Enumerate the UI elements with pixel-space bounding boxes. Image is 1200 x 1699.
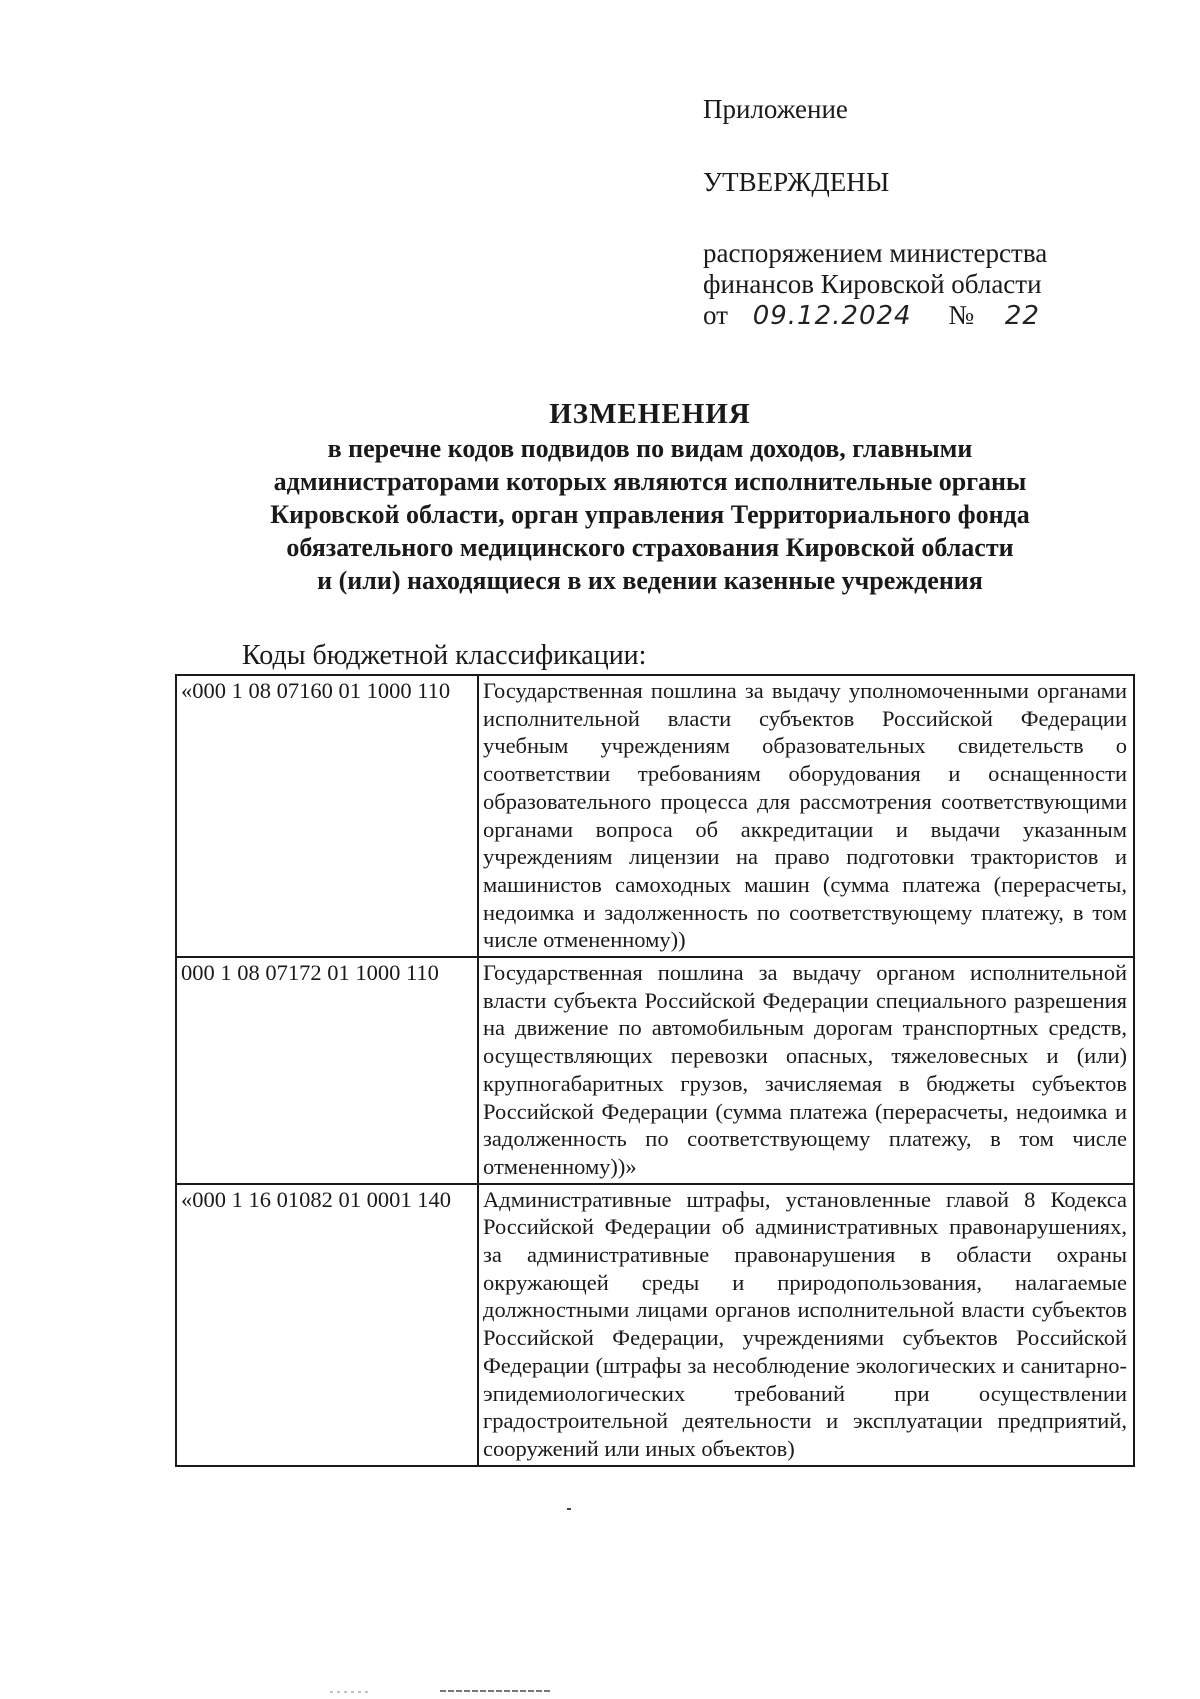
number-label: № <box>948 300 975 330</box>
date-number-row <box>703 300 1047 332</box>
code-cell: 000 1 08 07172 01 1000 110 <box>176 957 478 1184</box>
title-line-4: обязательного медицинского страхования Кировской области <box>286 533 1014 562</box>
scan-artifact <box>330 1689 630 1694</box>
appendix-label: Приложение <box>703 94 848 124</box>
approval-block <box>703 94 1047 332</box>
code-cell: «000 1 08 07160 01 1000 110 <box>176 675 478 957</box>
order-line-1: распоряжением министерства <box>703 238 1048 268</box>
name-cell: Административные штрафы, установленные главой 8 Кодекса Российской Федерации об административных правонарушениях, за административные правонарушения в области охраны окружающей среды и природопользования, налагаемые должностными лицами органов исполнительной власти субъектов Российской Федерации, учреждениями субъектов Российской Федерации (штрафы за несоблюдение экологических и санитарно-эпидемиологических требований при осуществлении градостроительной деятельности и эксплуатации предприятий, сооружений или иных объектов) <box>478 1184 1134 1466</box>
table-row <box>176 1184 1134 1466</box>
handwritten-number: 22 <box>1004 301 1040 331</box>
table-row <box>176 957 1134 1184</box>
title-line-3: Кировской области, орган управления Территориального фонда <box>270 500 1030 529</box>
handwritten-date: 09.12.2024 <box>752 301 912 331</box>
order-line-2: финансов Кировской области <box>703 269 1042 299</box>
name-cell: Государственная пошлина за выдачу органом исполнительной власти субъекта Российской Федерации специального разрешения на движение по автомобильным дорогам транспортных средств, осуществляющих перевозки опасных, тяжеловесных и (или) крупногабаритных грузов, зачисляемая в бюджеты субъектов Российской Федерации (сумма платежа (перерасчеты, недоимка и задолженность по соответствующему платежу, в том числе отмененному))» <box>478 957 1134 1184</box>
from-label: от <box>703 300 728 330</box>
document-title <box>150 396 1150 597</box>
title-line-1: в перечне кодов подвидов по видам доходов, главными <box>327 434 973 463</box>
scan-speck <box>567 1508 571 1510</box>
code-cell: «000 1 16 01082 01 0001 140 <box>176 1184 478 1466</box>
title-line-5: и (или) находящиеся в их ведении казенные учреждения <box>317 566 983 595</box>
budget-codes-table <box>175 674 1135 1467</box>
title-line-2: администраторами которых являются исполнительные органы <box>273 467 1027 496</box>
table-row <box>176 675 1134 957</box>
title-main: ИЗМЕНЕНИЯ <box>549 398 751 430</box>
approved-label: УТВЕРЖДЕНЫ <box>703 167 890 197</box>
table-caption: Коды бюджетной классификации: <box>242 640 647 671</box>
name-cell: Государственная пошлина за выдачу уполномоченными органами исполнительной власти субъектов Российской Федерации учебным учреждениям образовательных свидетельств о соответствии требованиям оборудования и оснащенности образовательного процесса для рассмотрения соответствующими органами вопроса об аккредитации и выдачи указанным учреждениям лицензии на право подготовки трактористов и машинистов самоходных машин (сумма платежа (перерасчеты, недоимка и задолженность по соответствующему платежу, в том числе отмененному)) <box>478 675 1134 957</box>
